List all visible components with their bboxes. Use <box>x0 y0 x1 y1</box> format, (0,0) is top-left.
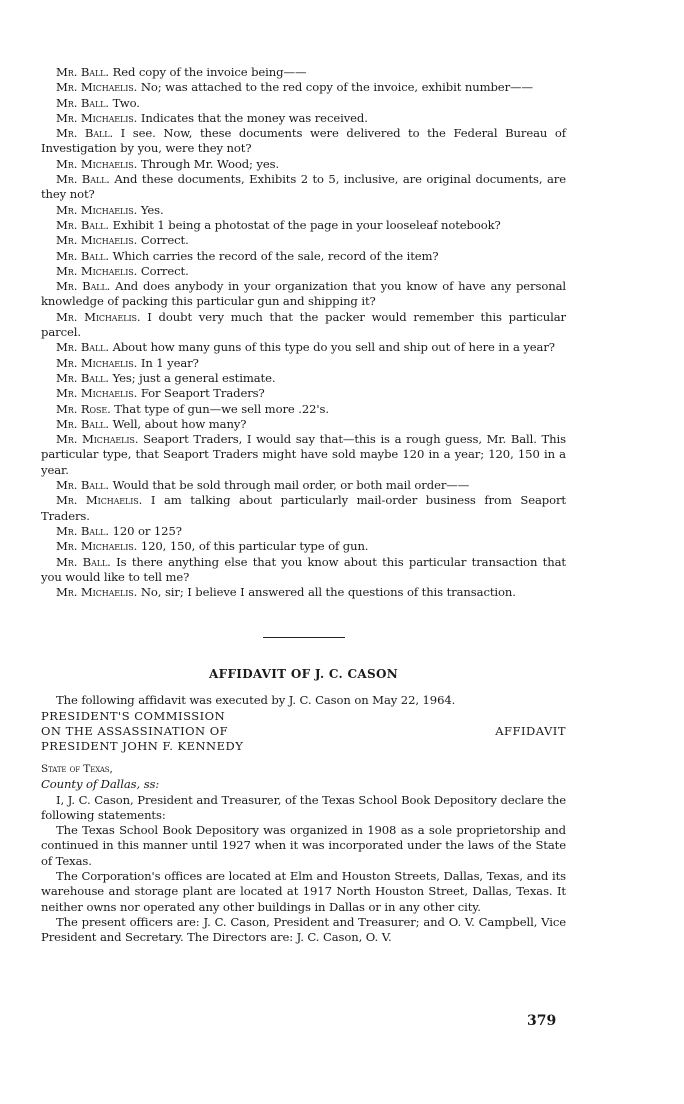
speaker-name: Mr. Michaelis. <box>56 539 138 554</box>
speech-text: Seaport Traders, I would say that—this is a rough guess, Mr. Ball. This particular type, that Seaport Traders might have sold maybe 120 in a year; 120, 150 in a year. <box>41 432 567 477</box>
affidavit-paragraph: The Texas School Book Depository was organized in 1908 as a sole proprietorship and continued in this manner until 1927 when it was incorporated under the laws of the State of Texas. <box>41 823 566 868</box>
caption-commission <box>41 709 243 754</box>
speaker-name: Mr. Ball. <box>56 172 110 187</box>
caption-line: PRESIDENT JOHN F. KENNEDY <box>41 738 244 753</box>
testimony-line <box>41 249 566 264</box>
speaker-name: Mr. Michaelis. <box>56 202 138 217</box>
speaker-name: Mr. Michaelis. <box>56 233 138 248</box>
speech-text: In 1 year? <box>140 355 199 370</box>
speaker-name: Mr. Michaelis. <box>56 263 138 278</box>
speaker-name: Mr. Michaelis. <box>56 432 139 447</box>
speaker-name: Mr. Ball. <box>56 523 109 538</box>
speech-text: Indicates that the money was received. <box>140 110 368 125</box>
affidavit-title: AFFIDAVIT OF J. C. CASON <box>209 667 398 682</box>
speech-text: Yes. <box>140 202 164 217</box>
speaker-name: Mr. Ball. <box>56 217 109 232</box>
speaker-name: Mr. Michaelis. <box>56 309 141 324</box>
page-number: 379 <box>527 1013 557 1029</box>
testimony-line <box>41 264 566 279</box>
affidavit-paragraph: The present officers are: J. C. Cason, President and Treasurer; and O. V. Campbell, Vice President and Secretary. The Directors are: J. C. Cason, O. V. <box>41 914 566 945</box>
testimony-line <box>41 310 566 341</box>
speaker-name: Mr. Michaelis. <box>56 156 138 171</box>
speech-text: I see. Now, these documents were delivered to the Federal Bureau of Investigation by you, were they not? <box>41 126 566 156</box>
testimony-line <box>41 80 566 95</box>
document-page <box>41 65 566 946</box>
speaker-name: Mr. Michaelis. <box>56 355 138 370</box>
testimony-line <box>41 279 566 310</box>
speech-text: 120 or 125? <box>112 523 182 538</box>
testimony-line <box>41 585 566 600</box>
caption-line: PRESIDENT'S COMMISSION <box>41 708 226 723</box>
caption-line: ON THE ASSASSINATION OF <box>41 723 229 738</box>
speech-text: Correct. <box>140 263 189 278</box>
caption-affidavit-label: AFFIDAVIT <box>495 723 566 738</box>
speaker-name: Mr. Rose. <box>56 401 111 416</box>
speaker-name: Mr. Ball. <box>56 478 109 493</box>
speech-text: Is there anything else that you know about this particular transaction that you would like to tell me? <box>41 554 566 584</box>
speaker-name: Mr. Ball. <box>56 370 109 385</box>
speech-text: And does anybody in your organization that you know of have any personal knowledge of packing this particular gun and shipping it? <box>41 279 566 309</box>
speech-text: I am talking about particularly mail-order business from Seaport Traders. <box>41 493 566 523</box>
section-divider <box>263 637 345 638</box>
speaker-name: Mr. Ball. <box>56 248 109 263</box>
speech-text: No, sir; I believe I answered all the questions of this transaction. <box>140 585 516 600</box>
speaker-name: Mr. Ball. <box>56 340 109 355</box>
venue-state: State of Texas, <box>41 762 113 775</box>
speech-text: Through Mr. Wood; yes. <box>140 156 280 171</box>
testimony-line <box>41 111 566 126</box>
testimony-line <box>41 493 566 524</box>
speech-text: Well, about how many? <box>112 416 247 431</box>
speech-text: For Seaport Traders? <box>140 386 265 401</box>
testimony-line <box>41 126 566 157</box>
testimony-line <box>41 539 566 554</box>
affidavit-caption <box>41 709 566 754</box>
testimony-section <box>41 65 566 600</box>
affidavit-paragraph: The Corporation's offices are located at Elm and Houston Streets, Dallas, Texas, and its warehouse and storage plant are located at 1917 North Houston Street, Dallas, Texas. It neither owns nor operated any other buildings in Dallas or in any other city. <box>41 869 566 914</box>
speech-text: Red copy of the invoice being—— <box>112 65 307 79</box>
speech-text: That type of gun—we sell more .22's. <box>114 401 329 416</box>
speech-text: Would that be sold through mail order, or both mail order—— <box>112 478 470 493</box>
testimony-line <box>41 371 566 386</box>
speech-text: Exhibit 1 being a photostat of the page in your looseleaf notebook? <box>112 217 501 232</box>
testimony-line <box>41 218 566 233</box>
testimony-line <box>41 555 566 586</box>
speaker-name: Mr. Michaelis. <box>56 80 138 95</box>
speech-text: Two. <box>112 95 140 110</box>
speech-text: Correct. <box>140 233 189 248</box>
testimony-line <box>41 524 566 539</box>
speech-text: And these documents, Exhibits 2 to 5, inclusive, are original documents, are they not? <box>41 172 566 202</box>
speech-text: 120, 150, of this particular type of gun. <box>140 539 369 554</box>
speaker-name: Mr. Ball. <box>56 95 109 110</box>
speech-text: I doubt very much that the packer would remember this particular parcel. <box>41 309 567 340</box>
speaker-name: Mr. Michaelis. <box>56 386 138 401</box>
testimony-line <box>41 356 566 371</box>
testimony-line <box>41 386 566 401</box>
testimony-line <box>41 432 566 478</box>
testimony-line <box>41 157 566 172</box>
speaker-name: Mr. Michaelis. <box>56 493 143 508</box>
venue-county: County of Dallas, ss: <box>41 777 160 792</box>
testimony-line <box>41 417 566 432</box>
speech-text: No; was attached to the red copy of the invoice, exhibit number—— <box>140 80 533 95</box>
affidavit-paragraph: I, J. C. Cason, President and Treasurer, of the Texas School Book Depository declare the following statements: <box>41 792 566 822</box>
testimony-line <box>41 402 566 417</box>
testimony-line <box>41 233 566 248</box>
speaker-name: Mr. Ball. <box>56 126 114 141</box>
testimony-line <box>41 478 566 493</box>
affidavit-intro: The following affidavit was executed by J. C. Cason on May 22, 1964. <box>56 692 456 707</box>
speaker-name: Mr. Ball. <box>56 279 111 294</box>
speech-text: Yes; just a general estimate. <box>112 370 276 385</box>
speaker-name: Mr. Michaelis. <box>56 110 138 125</box>
speaker-name: Mr. Ball. <box>56 416 109 431</box>
testimony-line <box>41 340 566 355</box>
speaker-name: Mr. Michaelis. <box>56 585 138 600</box>
testimony-line <box>41 172 566 203</box>
speech-text: About how many guns of this type do you sell and ship out of here in a year? <box>112 340 555 355</box>
testimony-line <box>41 203 566 218</box>
speaker-name: Mr. Ball. <box>56 65 109 79</box>
testimony-line <box>41 65 566 80</box>
testimony-line <box>41 96 566 111</box>
speaker-name: Mr. Ball. <box>56 554 111 569</box>
speech-text: Which carries the record of the sale, record of the item? <box>112 248 439 263</box>
